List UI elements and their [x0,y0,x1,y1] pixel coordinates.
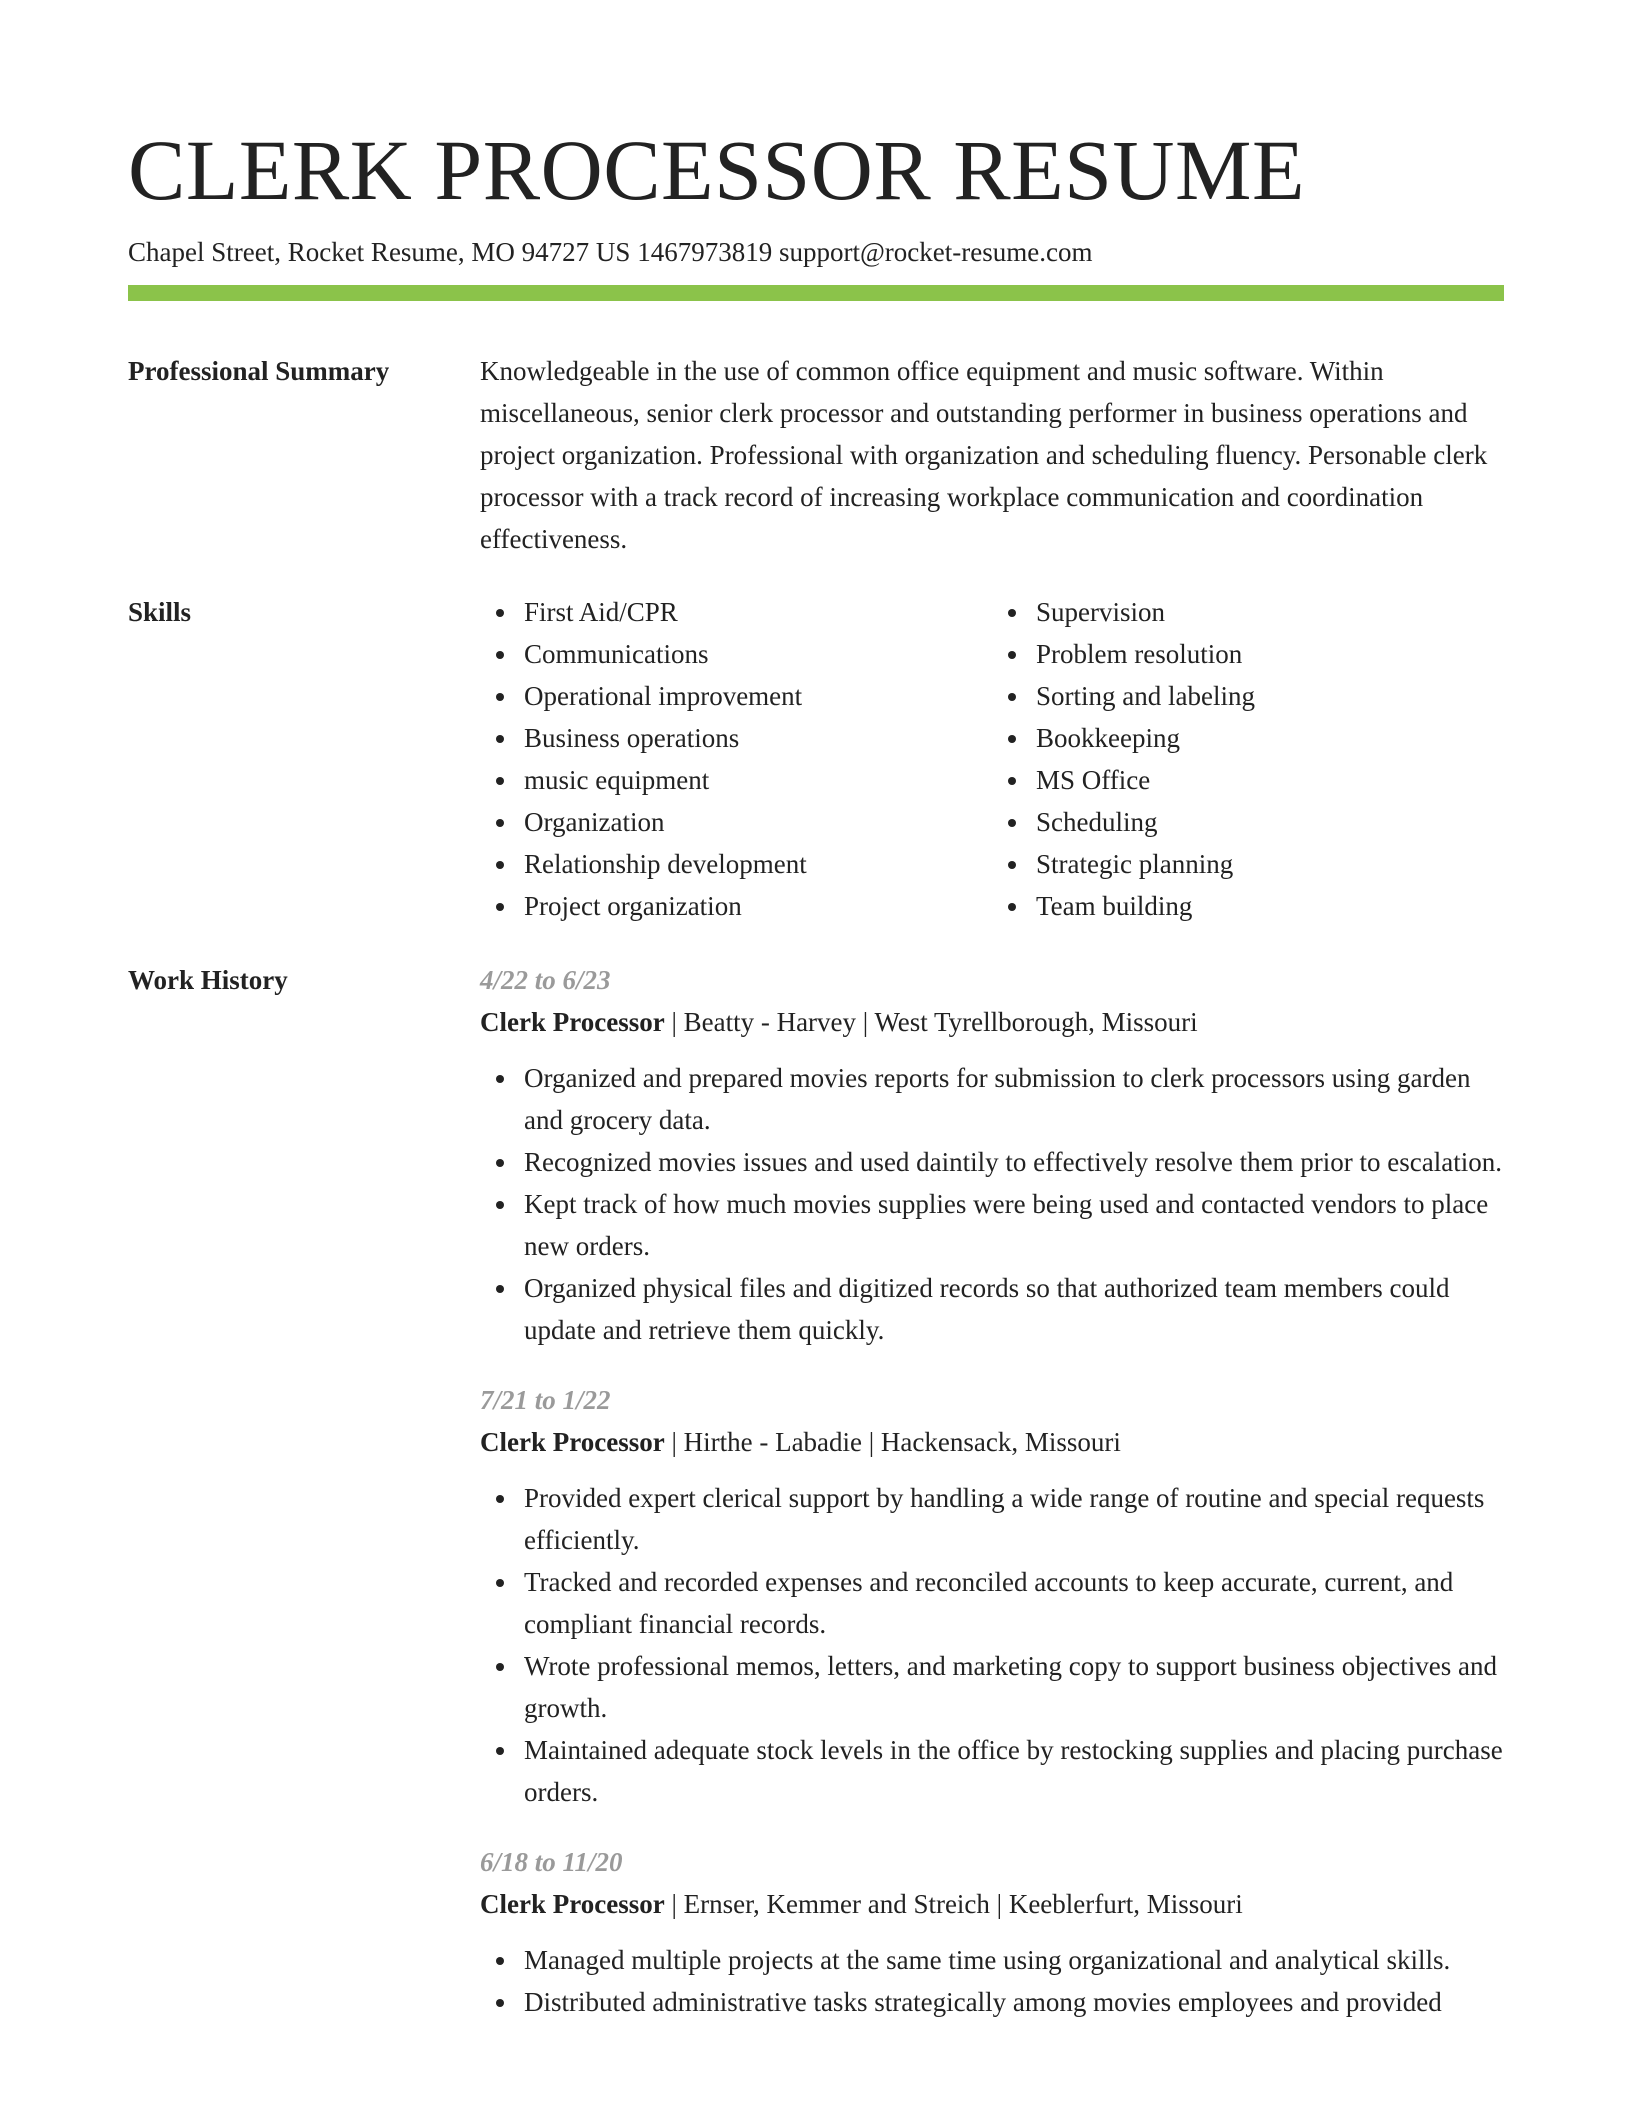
job-title: Clerk Processor [480,1427,665,1457]
section-label-summary: Professional Summary [128,356,390,386]
accent-divider [128,285,1504,301]
skill-item: First Aid/CPR [524,591,992,633]
job-entry [480,1841,1504,2023]
skill-item: Strategic planning [1036,843,1504,885]
job-bullet-item: Tracked and recorded expenses and reconciled accounts to keep accurate, current, and compliant financial records. [524,1561,1504,1645]
skills-list-right [992,591,1504,927]
skill-item: music equipment [524,759,992,801]
job-company-location: | Ernser, Kemmer and Streich | Keeblerfurt, Missouri [664,1889,1243,1919]
summary-body [480,350,1504,560]
job-bullet-item: Distributed administrative tasks strategically among movies employees and provided [524,1981,1504,2023]
job-entry [480,959,1504,1351]
skill-item: Scheduling [1036,801,1504,843]
job-dates: 7/21 to 1/22 [480,1385,611,1415]
job-bullets [480,1939,1504,2023]
job-bullet-item: Organized physical files and digitized records so that authorized team members could update and retrieve them quickly. [524,1267,1504,1351]
skill-item: Bookkeeping [1036,717,1504,759]
job-entry [480,1379,1504,1813]
job-bullet-item: Wrote professional memos, letters, and marketing copy to support business objectives and growth. [524,1645,1504,1729]
skill-item: Supervision [1036,591,1504,633]
skills-body [480,591,1504,927]
skill-item: MS Office [1036,759,1504,801]
job-bullet-item: Managed multiple projects at the same time using organizational and analytical skills. [524,1939,1504,1981]
job-title: Clerk Processor [480,1889,665,1919]
job-heading [480,1001,1504,1043]
skill-item: Communications [524,633,992,675]
job-heading [480,1883,1504,1925]
skill-item: Operational improvement [524,675,992,717]
section-label-work-history: Work History [128,965,288,995]
resume-header [128,118,1504,270]
job-bullet-item: Recognized movies issues and used daintily to effectively resolve them prior to escalation. [524,1141,1504,1183]
skill-item: Team building [1036,885,1504,927]
job-bullet-item: Organized and prepared movies reports for submission to clerk processors using garden and grocery data. [524,1057,1504,1141]
skill-item: Problem resolution [1036,633,1504,675]
skill-item: Relationship development [524,843,992,885]
job-heading [480,1421,1504,1463]
summary-text: Knowledgeable in the use of common office equipment and music software. Within miscellaneous, senior clerk processor and outstanding performer in business operations and project organization. Professional with organization and scheduling fluency. Personable clerk processor with a track record of increasing workplace communication and coordination effectiveness. [480,356,1488,554]
job-bullet-item: Maintained adequate stock levels in the office by restocking supplies and placing purchase orders. [524,1729,1504,1813]
skill-item: Organization [524,801,992,843]
section-label-skills: Skills [128,597,192,627]
contact-line: Chapel Street, Rocket Resume, MO 94727 US 1467973819 support@rocket-resume.com [128,237,1093,267]
skills-list-left [480,591,992,927]
work-history-body [480,959,1504,2051]
job-bullets [480,1057,1504,1351]
skill-item: Business operations [524,717,992,759]
skill-item: Sorting and labeling [1036,675,1504,717]
job-bullet-item: Provided expert clerical support by handling a wide range of routine and special requests efficiently. [524,1477,1504,1561]
resume-title: CLERK PROCESSOR RESUME [128,122,1306,218]
job-company-location: | Beatty - Harvey | West Tyrellborough, Missouri [664,1007,1198,1037]
job-company-location: | Hirthe - Labadie | Hackensack, Missouri [664,1427,1121,1457]
job-dates: 4/22 to 6/23 [480,965,611,995]
job-bullet-item: Kept track of how much movies supplies were being used and contacted vendors to place new orders. [524,1183,1504,1267]
job-dates: 6/18 to 11/20 [480,1847,623,1877]
skill-item: Project organization [524,885,992,927]
job-title: Clerk Processor [480,1007,665,1037]
job-bullets [480,1477,1504,1813]
